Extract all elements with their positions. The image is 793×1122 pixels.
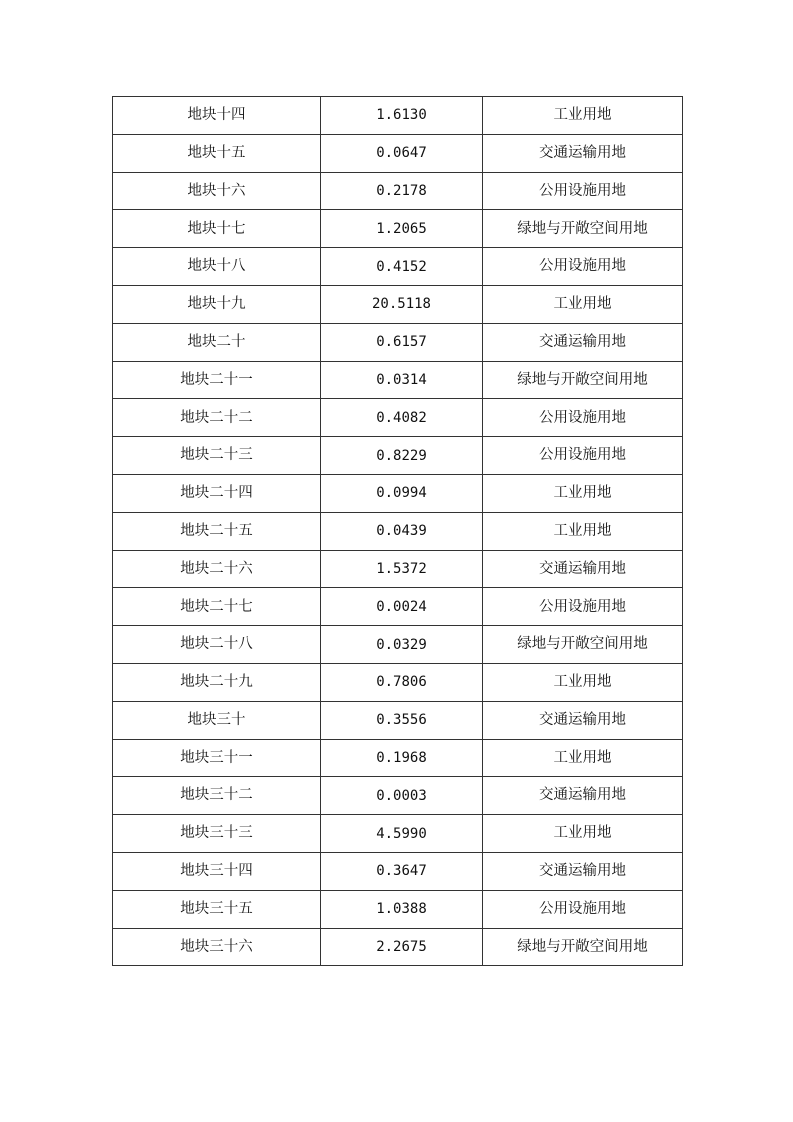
table-row bbox=[113, 285, 683, 323]
parcel-name-cell: 地块十六 bbox=[113, 172, 321, 210]
table-row bbox=[113, 97, 683, 135]
parcel-name-cell: 地块三十一 bbox=[113, 739, 321, 777]
parcel-use-cell: 公用设施用地 bbox=[483, 890, 683, 928]
parcel-use-cell: 绿地与开敞空间用地 bbox=[483, 210, 683, 248]
parcel-name-cell: 地块十五 bbox=[113, 134, 321, 172]
parcel-use-cell: 公用设施用地 bbox=[483, 437, 683, 475]
parcel-use-cell: 绿地与开敞空间用地 bbox=[483, 361, 683, 399]
parcel-use-cell: 交通运输用地 bbox=[483, 701, 683, 739]
parcel-name-cell: 地块三十二 bbox=[113, 777, 321, 815]
parcel-use-cell: 交通运输用地 bbox=[483, 134, 683, 172]
parcel-use-cell: 工业用地 bbox=[483, 97, 683, 135]
parcel-area-cell: 0.3647 bbox=[321, 852, 483, 890]
parcel-name-cell: 地块二十七 bbox=[113, 588, 321, 626]
parcel-use-cell: 公用设施用地 bbox=[483, 172, 683, 210]
parcel-area-cell: 0.4152 bbox=[321, 248, 483, 286]
parcel-area-cell: 0.0024 bbox=[321, 588, 483, 626]
parcel-name-cell: 地块三十六 bbox=[113, 928, 321, 966]
parcel-area-cell: 0.0329 bbox=[321, 626, 483, 664]
parcel-name-cell: 地块二十四 bbox=[113, 474, 321, 512]
parcel-name-cell: 地块十九 bbox=[113, 285, 321, 323]
parcel-name-cell: 地块十八 bbox=[113, 248, 321, 286]
parcel-name-cell: 地块二十三 bbox=[113, 437, 321, 475]
parcel-name-cell: 地块三十五 bbox=[113, 890, 321, 928]
parcel-use-cell: 交通运输用地 bbox=[483, 550, 683, 588]
table-row bbox=[113, 134, 683, 172]
parcel-name-cell: 地块三十 bbox=[113, 701, 321, 739]
parcel-use-cell: 公用设施用地 bbox=[483, 399, 683, 437]
table-row bbox=[113, 210, 683, 248]
table-row bbox=[113, 701, 683, 739]
table-row bbox=[113, 437, 683, 475]
parcel-area-cell: 0.4082 bbox=[321, 399, 483, 437]
parcel-area-cell: 0.0439 bbox=[321, 512, 483, 550]
parcel-use-cell: 绿地与开敞空间用地 bbox=[483, 928, 683, 966]
table-row bbox=[113, 399, 683, 437]
table-row bbox=[113, 474, 683, 512]
parcel-name-cell: 地块二十九 bbox=[113, 663, 321, 701]
parcel-use-cell: 绿地与开敞空间用地 bbox=[483, 626, 683, 664]
parcel-use-cell: 工业用地 bbox=[483, 474, 683, 512]
table-row bbox=[113, 815, 683, 853]
parcel-area-cell: 1.5372 bbox=[321, 550, 483, 588]
land-parcel-table-body bbox=[113, 97, 683, 966]
table-row bbox=[113, 777, 683, 815]
parcel-area-cell: 4.5990 bbox=[321, 815, 483, 853]
land-parcel-table bbox=[112, 96, 683, 966]
table-row bbox=[113, 323, 683, 361]
parcel-use-cell: 工业用地 bbox=[483, 663, 683, 701]
parcel-area-cell: 0.6157 bbox=[321, 323, 483, 361]
parcel-area-cell: 0.0003 bbox=[321, 777, 483, 815]
parcel-area-cell: 1.0388 bbox=[321, 890, 483, 928]
parcel-use-cell: 工业用地 bbox=[483, 739, 683, 777]
parcel-name-cell: 地块十七 bbox=[113, 210, 321, 248]
table-row bbox=[113, 928, 683, 966]
table-row bbox=[113, 550, 683, 588]
table-row bbox=[113, 739, 683, 777]
parcel-use-cell: 公用设施用地 bbox=[483, 248, 683, 286]
parcel-use-cell: 交通运输用地 bbox=[483, 777, 683, 815]
table-row bbox=[113, 172, 683, 210]
table-row bbox=[113, 361, 683, 399]
parcel-name-cell: 地块二十 bbox=[113, 323, 321, 361]
table-row bbox=[113, 852, 683, 890]
parcel-use-cell: 交通运输用地 bbox=[483, 323, 683, 361]
table-row bbox=[113, 890, 683, 928]
parcel-use-cell: 公用设施用地 bbox=[483, 588, 683, 626]
parcel-name-cell: 地块二十一 bbox=[113, 361, 321, 399]
parcel-area-cell: 0.3556 bbox=[321, 701, 483, 739]
parcel-name-cell: 地块三十四 bbox=[113, 852, 321, 890]
parcel-area-cell: 0.0647 bbox=[321, 134, 483, 172]
parcel-name-cell: 地块十四 bbox=[113, 97, 321, 135]
parcel-name-cell: 地块二十八 bbox=[113, 626, 321, 664]
parcel-use-cell: 工业用地 bbox=[483, 815, 683, 853]
parcel-area-cell: 1.6130 bbox=[321, 97, 483, 135]
parcel-area-cell: 0.0994 bbox=[321, 474, 483, 512]
parcel-use-cell: 工业用地 bbox=[483, 285, 683, 323]
parcel-area-cell: 0.1968 bbox=[321, 739, 483, 777]
parcel-name-cell: 地块二十六 bbox=[113, 550, 321, 588]
parcel-name-cell: 地块二十五 bbox=[113, 512, 321, 550]
parcel-area-cell: 0.0314 bbox=[321, 361, 483, 399]
table-row bbox=[113, 588, 683, 626]
parcel-use-cell: 工业用地 bbox=[483, 512, 683, 550]
parcel-area-cell: 1.2065 bbox=[321, 210, 483, 248]
parcel-use-cell: 交通运输用地 bbox=[483, 852, 683, 890]
table-row bbox=[113, 626, 683, 664]
parcel-area-cell: 2.2675 bbox=[321, 928, 483, 966]
parcel-area-cell: 0.8229 bbox=[321, 437, 483, 475]
table-row bbox=[113, 663, 683, 701]
table-row bbox=[113, 512, 683, 550]
table-row bbox=[113, 248, 683, 286]
parcel-area-cell: 0.2178 bbox=[321, 172, 483, 210]
parcel-area-cell: 0.7806 bbox=[321, 663, 483, 701]
parcel-name-cell: 地块二十二 bbox=[113, 399, 321, 437]
parcel-name-cell: 地块三十三 bbox=[113, 815, 321, 853]
parcel-area-cell: 20.5118 bbox=[321, 285, 483, 323]
